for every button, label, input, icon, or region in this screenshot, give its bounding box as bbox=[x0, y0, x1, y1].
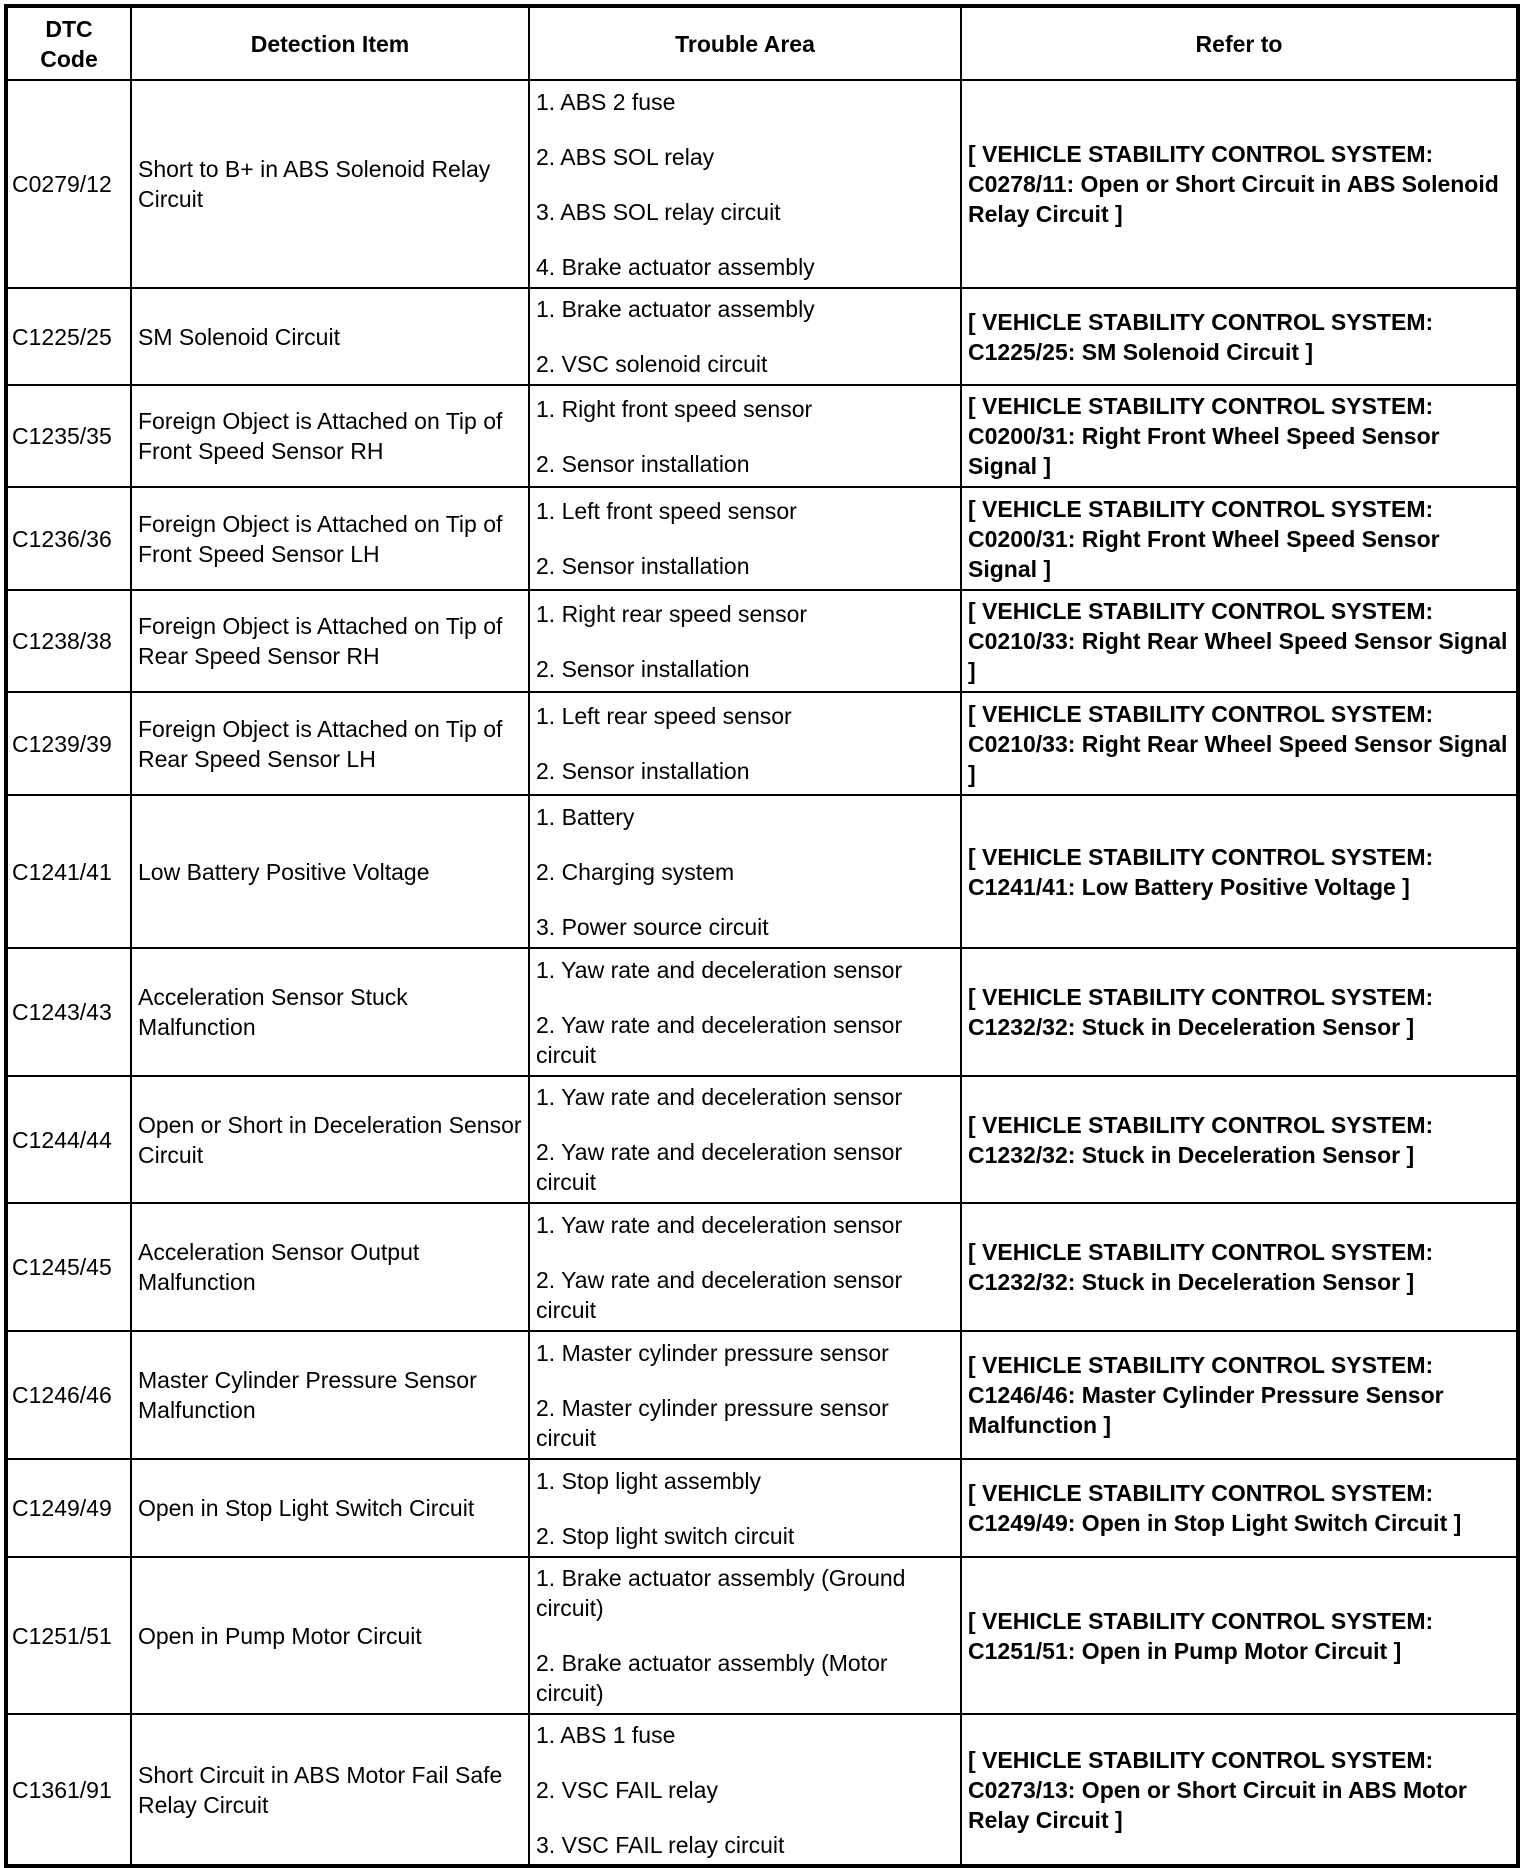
trouble-area-item: 2. Sensor installation bbox=[536, 655, 750, 682]
dtc-code-cell: C1236/36 bbox=[6, 487, 131, 590]
trouble-area-item: 2. Sensor installation bbox=[536, 758, 750, 784]
table-row bbox=[6, 1331, 1518, 1459]
refer-to-cell: [ VEHICLE STABILITY CONTROL SYSTEM: C1232/32: Stuck in Deceleration Sensor ] bbox=[961, 1076, 1518, 1203]
refer-to-cell: [ VEHICLE STABILITY CONTROL SYSTEM: C1246/46: Master Cylinder Pressure Sensor Malfunction ] bbox=[961, 1331, 1518, 1459]
trouble-area-item: 3. VSC FAIL relay circuit bbox=[536, 1831, 785, 1858]
trouble-area-item: 2. Stop light switch circuit bbox=[536, 1522, 795, 1549]
dtc-code-cell: C1235/35 bbox=[6, 385, 131, 487]
detection-item-cell: Foreign Object is Attached on Tip of Rear Speed Sensor RH bbox=[131, 590, 529, 692]
detection-item-cell: SM Solenoid Circuit bbox=[131, 288, 529, 385]
refer-to-cell: [ VEHICLE STABILITY CONTROL SYSTEM: C0200/31: Right Front Wheel Speed Sensor Signal ] bbox=[961, 385, 1518, 487]
table-row bbox=[6, 1714, 1518, 1866]
trouble-area-cell bbox=[529, 692, 961, 795]
table-row bbox=[6, 590, 1518, 692]
trouble-area-item: 2. Sensor installation bbox=[536, 450, 750, 477]
table-row bbox=[6, 795, 1518, 948]
dtc-code-cell: C0279/12 bbox=[6, 80, 131, 288]
trouble-area-item: 1. Brake actuator assembly (Ground circuit) bbox=[536, 1565, 906, 1621]
trouble-area-item: 1. Left front speed sensor bbox=[536, 498, 797, 524]
trouble-area-item: 4. Brake actuator assembly bbox=[536, 253, 815, 280]
trouble-area-item: 3. ABS SOL relay circuit bbox=[536, 198, 781, 225]
detection-item-cell: Short Circuit in ABS Motor Fail Safe Relay Circuit bbox=[131, 1714, 529, 1866]
header-dtc-code: DTC Code bbox=[6, 6, 131, 80]
refer-to-cell: [ VEHICLE STABILITY CONTROL SYSTEM: C0210/33: Right Rear Wheel Speed Sensor Signal ] bbox=[961, 692, 1518, 795]
refer-to-cell: [ VEHICLE STABILITY CONTROL SYSTEM: C1232/32: Stuck in Deceleration Sensor ] bbox=[961, 948, 1518, 1076]
trouble-area-cell bbox=[529, 1331, 961, 1459]
detection-item-cell: Acceleration Sensor Stuck Malfunction bbox=[131, 948, 529, 1076]
refer-to-cell: [ VEHICLE STABILITY CONTROL SYSTEM: C1241/41: Low Battery Positive Voltage ] bbox=[961, 795, 1518, 948]
table-row bbox=[6, 487, 1518, 590]
dtc-code-cell: C1243/43 bbox=[6, 948, 131, 1076]
trouble-area-cell bbox=[529, 80, 961, 288]
dtc-code-cell: C1245/45 bbox=[6, 1203, 131, 1331]
trouble-area-cell bbox=[529, 1557, 961, 1714]
trouble-area-item: 2. Yaw rate and deceleration sensor circuit bbox=[536, 1139, 903, 1195]
trouble-area-item: 1. Master cylinder pressure sensor bbox=[536, 1339, 889, 1366]
detection-item-cell: Short to B+ in ABS Solenoid Relay Circuit bbox=[131, 80, 529, 288]
trouble-area-cell bbox=[529, 487, 961, 590]
detection-item-cell: Open in Stop Light Switch Circuit bbox=[131, 1459, 529, 1557]
trouble-area-item: 1. Yaw rate and deceleration sensor bbox=[536, 956, 903, 983]
dtc-table bbox=[4, 4, 1520, 1868]
dtc-code-cell: C1361/91 bbox=[6, 1714, 131, 1866]
trouble-area-item: 1. Stop light assembly bbox=[536, 1467, 762, 1494]
detection-item-cell: Foreign Object is Attached on Tip of Rear Speed Sensor LH bbox=[131, 692, 529, 795]
trouble-area-item: 2. Yaw rate and deceleration sensor circuit bbox=[536, 1266, 903, 1323]
trouble-area-item: 1. Battery bbox=[536, 803, 635, 830]
table-row bbox=[6, 948, 1518, 1076]
trouble-area-cell bbox=[529, 385, 961, 487]
dtc-code-cell: C1239/39 bbox=[6, 692, 131, 795]
dtc-code-cell: C1249/49 bbox=[6, 1459, 131, 1557]
table-row bbox=[6, 1459, 1518, 1557]
table-header-row bbox=[6, 6, 1518, 80]
table-row bbox=[6, 1557, 1518, 1714]
refer-to-cell: [ VEHICLE STABILITY CONTROL SYSTEM: C1251/51: Open in Pump Motor Circuit ] bbox=[961, 1557, 1518, 1714]
table-row bbox=[6, 1076, 1518, 1203]
detection-item-cell: Master Cylinder Pressure Sensor Malfunction bbox=[131, 1331, 529, 1459]
trouble-area-item: 2. Brake actuator assembly (Motor circuit) bbox=[536, 1650, 888, 1706]
trouble-area-cell bbox=[529, 1714, 961, 1866]
detection-item-cell: Acceleration Sensor Output Malfunction bbox=[131, 1203, 529, 1331]
trouble-area-cell bbox=[529, 948, 961, 1076]
dtc-code-cell: C1225/25 bbox=[6, 288, 131, 385]
trouble-area-item: 3. Power source circuit bbox=[536, 913, 769, 940]
trouble-area-item: 1. Right front speed sensor bbox=[536, 395, 813, 422]
table-row bbox=[6, 385, 1518, 487]
trouble-area-item: 1. Yaw rate and deceleration sensor bbox=[536, 1084, 903, 1110]
refer-to-cell: [ VEHICLE STABILITY CONTROL SYSTEM: C0210/33: Right Rear Wheel Speed Sensor Signal ] bbox=[961, 590, 1518, 692]
trouble-area-item: 2. Master cylinder pressure sensor circuit bbox=[536, 1394, 889, 1451]
header-detection-item: Detection Item bbox=[131, 6, 529, 80]
trouble-area-item: 1. ABS 1 fuse bbox=[536, 1721, 676, 1748]
detection-item-cell: Open or Short in Deceleration Sensor Circuit bbox=[131, 1076, 529, 1203]
trouble-area-item: 1. Brake actuator assembly bbox=[536, 296, 815, 322]
trouble-area-cell bbox=[529, 1459, 961, 1557]
detection-item-cell: Foreign Object is Attached on Tip of Front Speed Sensor RH bbox=[131, 385, 529, 487]
trouble-area-cell bbox=[529, 288, 961, 385]
refer-to-cell: [ VEHICLE STABILITY CONTROL SYSTEM: C0200/31: Right Front Wheel Speed Sensor Signal ] bbox=[961, 487, 1518, 590]
header-refer-to: Refer to bbox=[961, 6, 1518, 80]
trouble-area-item: 2. ABS SOL relay bbox=[536, 143, 715, 170]
detection-item-cell: Low Battery Positive Voltage bbox=[131, 795, 529, 948]
refer-to-cell: [ VEHICLE STABILITY CONTROL SYSTEM: C0278/11: Open or Short Circuit in ABS Solenoid Relay Circuit ] bbox=[961, 80, 1518, 288]
trouble-area-item: 1. ABS 2 fuse bbox=[536, 88, 676, 115]
trouble-area-item: 2. VSC solenoid circuit bbox=[536, 351, 768, 377]
header-trouble-area: Trouble Area bbox=[529, 6, 961, 80]
refer-to-cell: [ VEHICLE STABILITY CONTROL SYSTEM: C0273/13: Open or Short Circuit in ABS Motor Relay Circuit ] bbox=[961, 1714, 1518, 1866]
trouble-area-item: 2. Sensor installation bbox=[536, 553, 750, 579]
trouble-area-item: 1. Left rear speed sensor bbox=[536, 703, 792, 729]
dtc-code-cell: C1238/38 bbox=[6, 590, 131, 692]
dtc-code-cell: C1246/46 bbox=[6, 1331, 131, 1459]
detection-item-cell: Foreign Object is Attached on Tip of Front Speed Sensor LH bbox=[131, 487, 529, 590]
table-row bbox=[6, 80, 1518, 288]
trouble-area-cell bbox=[529, 795, 961, 948]
dtc-code-cell: C1241/41 bbox=[6, 795, 131, 948]
table-row bbox=[6, 288, 1518, 385]
refer-to-cell: [ VEHICLE STABILITY CONTROL SYSTEM: C1232/32: Stuck in Deceleration Sensor ] bbox=[961, 1203, 1518, 1331]
refer-to-cell: [ VEHICLE STABILITY CONTROL SYSTEM: C1225/25: SM Solenoid Circuit ] bbox=[961, 288, 1518, 385]
refer-to-cell: [ VEHICLE STABILITY CONTROL SYSTEM: C1249/49: Open in Stop Light Switch Circuit ] bbox=[961, 1459, 1518, 1557]
trouble-area-item: 2. Yaw rate and deceleration sensor circuit bbox=[536, 1011, 903, 1068]
trouble-area-cell bbox=[529, 1076, 961, 1203]
dtc-code-cell: C1244/44 bbox=[6, 1076, 131, 1203]
trouble-area-cell bbox=[529, 1203, 961, 1331]
table-row bbox=[6, 692, 1518, 795]
trouble-area-item: 1. Right rear speed sensor bbox=[536, 600, 808, 627]
trouble-area-item: 2. Charging system bbox=[536, 858, 735, 885]
dtc-code-cell: C1251/51 bbox=[6, 1557, 131, 1714]
detection-item-cell: Open in Pump Motor Circuit bbox=[131, 1557, 529, 1714]
trouble-area-item: 2. VSC FAIL relay bbox=[536, 1776, 718, 1803]
table-row bbox=[6, 1203, 1518, 1331]
trouble-area-cell bbox=[529, 590, 961, 692]
trouble-area-item: 1. Yaw rate and deceleration sensor bbox=[536, 1211, 903, 1238]
